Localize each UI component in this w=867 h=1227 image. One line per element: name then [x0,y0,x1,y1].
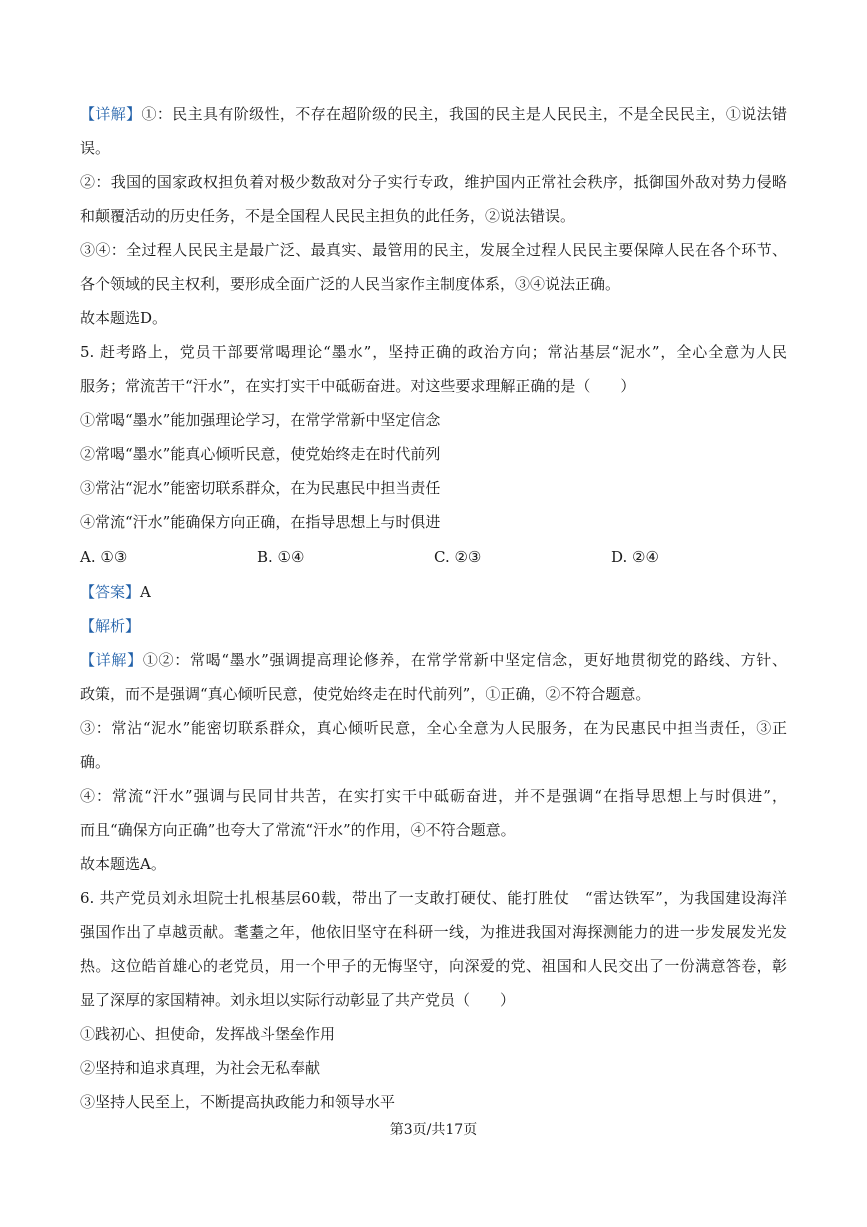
question-6-item: ②坚持和追求真理，为社会无私奉献 [80,1059,321,1077]
detail-line: 政策，而不是强调“真心倾听民意，使党始终走在时代前列”，①正确，②不符合题意。 [80,685,651,703]
answer-value: A [140,583,151,601]
question-5-item: ③常沾“泥水”能密切联系群众，在为民惠民中担当责任 [80,479,441,497]
detail-line: 而且“确保方向正确”也夸大了常流“汗水”的作用，④不符合题意。 [80,821,516,839]
option-a: A. ①③ [80,548,128,566]
question-5-item: ①常喝“墨水”能加强理论学习，在常学常新中坚定信念 [80,411,441,429]
question-6-item: ①践初心、担使命，发挥战斗堡垒作用 [80,1025,336,1043]
detail-line: 【详解】①：民主具有阶级性，不存在超阶级的民主，我国的民主是人民民主，不是全民民主，①说法错 [80,105,787,123]
detail-line: 和颠覆活动的历史任务，不是全国程人民民主担负的此任务，②说法错误。 [80,207,576,225]
option-b: B. ①④ [257,548,305,566]
question-6-stem: 显了深厚的家国精神。刘永坦以实际行动彰显了共产党员（ ） [80,991,516,1009]
question-6-stem: 6. 共产党员刘永坦院士扎根基层60载，带出了一支敢打硬仗、能打胜仗 “雷达铁军”，为我国建设海洋 [80,889,787,907]
conclusion-line: 故本题选A。 [80,855,166,873]
answer-label: 【答案】 [80,583,141,601]
detail-line: 【详解】①②：常喝“墨水”强调提高理论修养，在常学常新中坚定信念，更好地贯彻党的路线、方针、 [80,651,787,669]
detail-line: 误。 [80,139,111,157]
question-6-stem: 热。这位皓首雄心的老党员，用一个甲子的无悔坚守，向深爱的党、祖国和人民交出了一份满意答卷，彰 [80,957,787,975]
option-c: C. ②③ [434,548,482,566]
question-5-options [80,548,780,568]
page-footer: 第3页/共17页 [389,1122,478,1138]
analysis-line [80,616,140,636]
question-5-item: ②常喝“墨水”能真心倾听民意，使党始终走在时代前列 [80,445,441,463]
question-6-item: ③坚持人民至上，不断提高执政能力和领导水平 [80,1093,396,1111]
detail-line: ②：我国的国家政权担负着对极少数敌对分子实行专政，维护国内正常社会秩序，抵御国外敌对势力侵略 [80,173,787,191]
question-5-stem: 5. 赶考路上，党员干部要常喝理论“墨水”，坚持正确的政治方向；常沾基层“泥水”，全心全意为人民 [80,343,787,361]
analysis-label: 【解析】 [80,617,141,635]
question-5-stem: 服务；常流苦干“汗水”，在实打实干中砥砺奋进。对这些要求理解正确的是（ ） [80,377,636,395]
question-5-item: ④常流“汗水”能确保方向正确，在指导思想上与时俱进 [80,513,441,531]
detail-label: 【详解】 [80,651,143,669]
detail-line: ③④：全过程人民民主是最广泛、最真实、最管用的民主，发展全过程人民民主要保障人民在各个环节、 [80,241,787,259]
detail-line: 确。 [80,753,111,771]
conclusion-line: 故本题选D。 [80,309,168,327]
answer-line [80,582,151,602]
detail-line: ④：常流“汗水”强调与民同甘共苦，在实打实干中砥砺奋进，并不是强调“在指导思想上与时俱进”， [80,787,787,805]
detail-label: 【详解】 [80,105,142,123]
detail-line: 各个领域的民主权利，要形成全面广泛的人民当家作主制度体系，③④说法正确。 [80,275,621,293]
detail-line: ③：常沾“泥水”能密切联系群众，真心倾听民意，全心全意为人民服务，在为民惠民中担当责任，③正 [80,719,787,737]
question-6-stem: 强国作出了卓越贡献。耄耋之年，他依旧坚守在科研一线，为推进我国对海探测能力的进一步发展发光发 [80,923,787,941]
option-d: D. ②④ [611,548,659,566]
